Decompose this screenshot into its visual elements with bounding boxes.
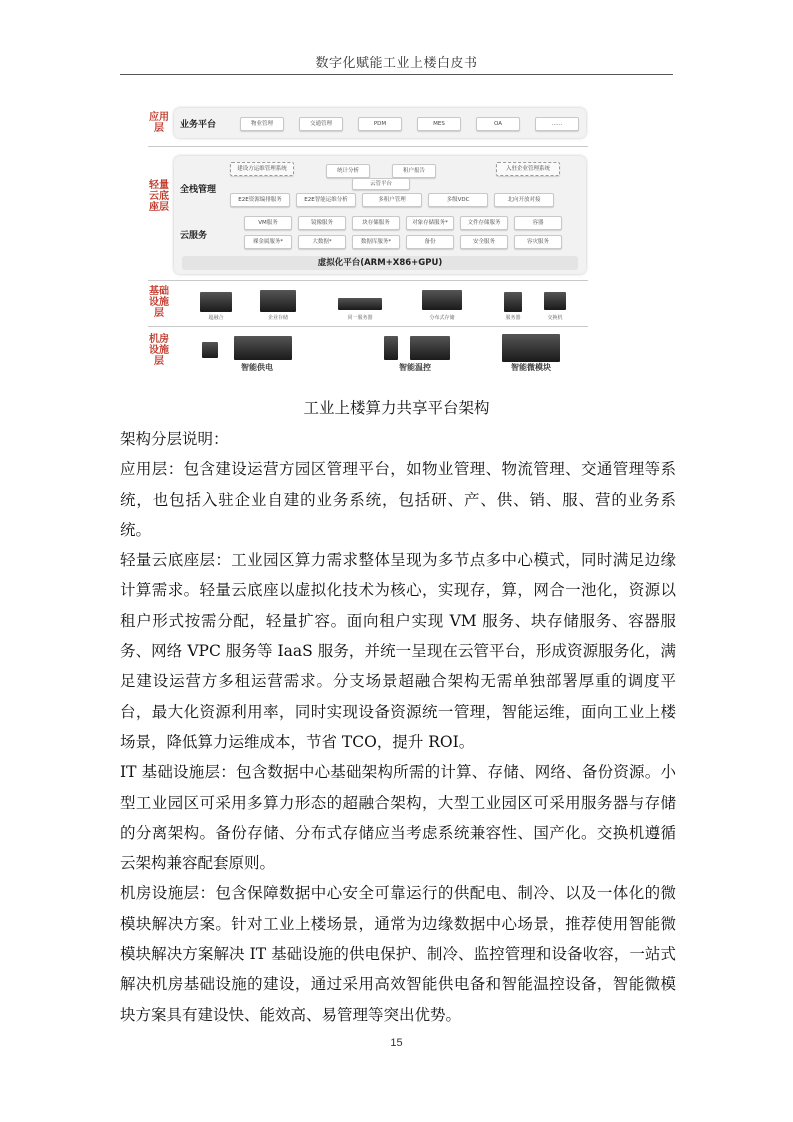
room-device-label: 智能温控 — [399, 363, 431, 372]
mgmt-item: E2E资源编排服务 — [230, 193, 290, 207]
layer-separator — [148, 326, 588, 327]
rack-server-image — [504, 292, 522, 312]
micro-module-image — [502, 334, 560, 362]
application-layer-box — [174, 108, 586, 138]
svc-item: 对象存储服务* — [406, 216, 454, 230]
layer-separator — [148, 146, 588, 147]
section-heading: 架构分层说明： — [120, 430, 229, 448]
svc-item: 镜像服务 — [298, 216, 346, 230]
mgmt-row-title: 全栈管理 — [180, 185, 217, 195]
enterprise-storage-image — [260, 290, 296, 312]
distributed-storage-image — [422, 290, 462, 310]
page-header: 数字化赋能工业上楼白皮书 — [315, 56, 478, 71]
paragraph-room-layer: 机房设施层：包含保障数据中心安全可靠运行的供配电、制冷、以及一体化的微模块解决方案。针对工业上楼场景，通常为边缘数据中心场景，推荐使用智能微模块解决方案解决 IT 基础设施的供电保护、制冷、监控管理和设备收容，一站式解决机房基础设施的建设，通过采用高效智能供电备和智能温控设备，智能微模块方案具有建设快、能效高、易管理等突出优势。 — [120, 884, 676, 1024]
layer-label-cloud: 轻量云底座层 — [149, 180, 169, 213]
svc-item: 安全服务 — [460, 235, 508, 249]
svc-item: 文件存储服务 — [460, 216, 508, 230]
svc-item: 数据库服务* — [352, 235, 400, 249]
figure-caption: 工业上楼算力共享平台架构 — [303, 399, 490, 417]
mgmt-item: 多级VDC — [428, 193, 488, 207]
paragraph-application-layer: 应用层：包含建设运营方园区管理平台，如物业管理、物流管理、交通管理等系统，也包括入驻企业自建的业务系统，包括研、产、供、销、服、营的业务系统。 — [120, 460, 676, 539]
mgmt-item: 多租户管理 — [362, 193, 422, 207]
hyperconverged-server-image — [200, 292, 232, 312]
paragraph-cloud-layer: 轻量云底座层：工业园区算力需求整体呈现为多节点多中心模式，同时满足边缘计算需求。轻量云底座以虚拟化技术为核心，实现存，算，网合一池化，资源以租户形式按需分配，轻量扩容。面向租户实现 VM 服务、块存储服务、容器服务、网络 VPC 服务等 IaaS 服务，并统一呈现在云管平台，形成资源服务化，满足建设运营方多租运营需求。分支场景超融合架构无需单独部署厚重的调度平台，最大化资源利用率，同时实现设备资源统一管理，智能运维，面向工业上楼场景，降低算力运维成本，节省 TCO，提升 ROI。 — [120, 551, 676, 751]
infra-device-label: 交换机 — [547, 315, 563, 321]
app-item: MES — [417, 117, 461, 131]
infra-device-label: 服务器 — [505, 315, 521, 321]
header-divider — [120, 74, 673, 75]
layer-separator — [148, 280, 588, 281]
svc-item: 容器 — [514, 216, 562, 230]
layer-label-room: 机房设施层 — [149, 334, 169, 367]
mgmt-item: E2E智能运维分析 — [296, 193, 356, 207]
room-device-label: 智能微模块 — [511, 363, 551, 372]
paragraph-infra-layer: IT 基础设施层：包含数据中心基础架构所需的计算、存储、网络、备份资源。小型工业园区可采用多算力形态的超融合架构，大型工业园区可采用服务器与存储的分离架构。备份存储、分布式存储应当考虑系统兼容性、国产化。交换机遵循云架构兼容配套原则。 — [120, 763, 676, 873]
app-row-title: 业务平台 — [180, 120, 217, 130]
cloud-mgmt-platform: 云管平台 — [352, 178, 410, 190]
svc-item: 备份 — [406, 235, 454, 249]
svc-item: 裸金属服务* — [244, 235, 292, 249]
svc-item: 大数据* — [298, 235, 346, 249]
app-item: PDM — [358, 117, 402, 131]
mgmt-top-item: 建设方运维管理系统 — [230, 162, 294, 176]
cooling-cabinet-image — [410, 336, 450, 360]
power-cabinet-image — [234, 336, 292, 360]
power-unit-image — [202, 342, 218, 358]
app-item: 交通管理 — [299, 117, 343, 131]
body-text — [120, 424, 676, 1030]
virtualization-platform-bar: 虚拟化平台(ARM+X86+GPU) — [182, 256, 578, 270]
svc-item: 块存储服务 — [352, 216, 400, 230]
app-item: …… — [535, 117, 579, 131]
switch-image — [544, 292, 566, 310]
mgmt-top-item: 入驻企业管理系统 — [496, 162, 560, 176]
svc-row-title: 云服务 — [180, 231, 208, 241]
mgmt-top-item: 租户报告 — [392, 164, 436, 178]
mgmt-top-item: 统计分析 — [326, 164, 370, 178]
infra-device-label: 企业存储 — [267, 315, 288, 321]
svc-item: VM服务 — [244, 216, 292, 230]
app-item: OA — [476, 117, 520, 131]
page-number: 15 — [390, 1037, 403, 1049]
infra-device-label: 同一服务器 — [347, 315, 373, 321]
infra-device-label: 分布式存储 — [429, 315, 455, 321]
svc-item: 容灾服务 — [514, 235, 562, 249]
infra-device-label: 超融合 — [208, 315, 224, 321]
app-item: 物业管理 — [240, 117, 284, 131]
server-image — [338, 298, 382, 310]
architecture-diagram — [148, 100, 588, 378]
cooling-unit-image — [384, 336, 398, 360]
room-device-label: 智能供电 — [241, 363, 273, 372]
layer-label-application: 应用层 — [149, 112, 169, 134]
mgmt-item: 北向开放对接 — [494, 193, 554, 207]
layer-label-infra: 基础设施层 — [149, 286, 169, 319]
